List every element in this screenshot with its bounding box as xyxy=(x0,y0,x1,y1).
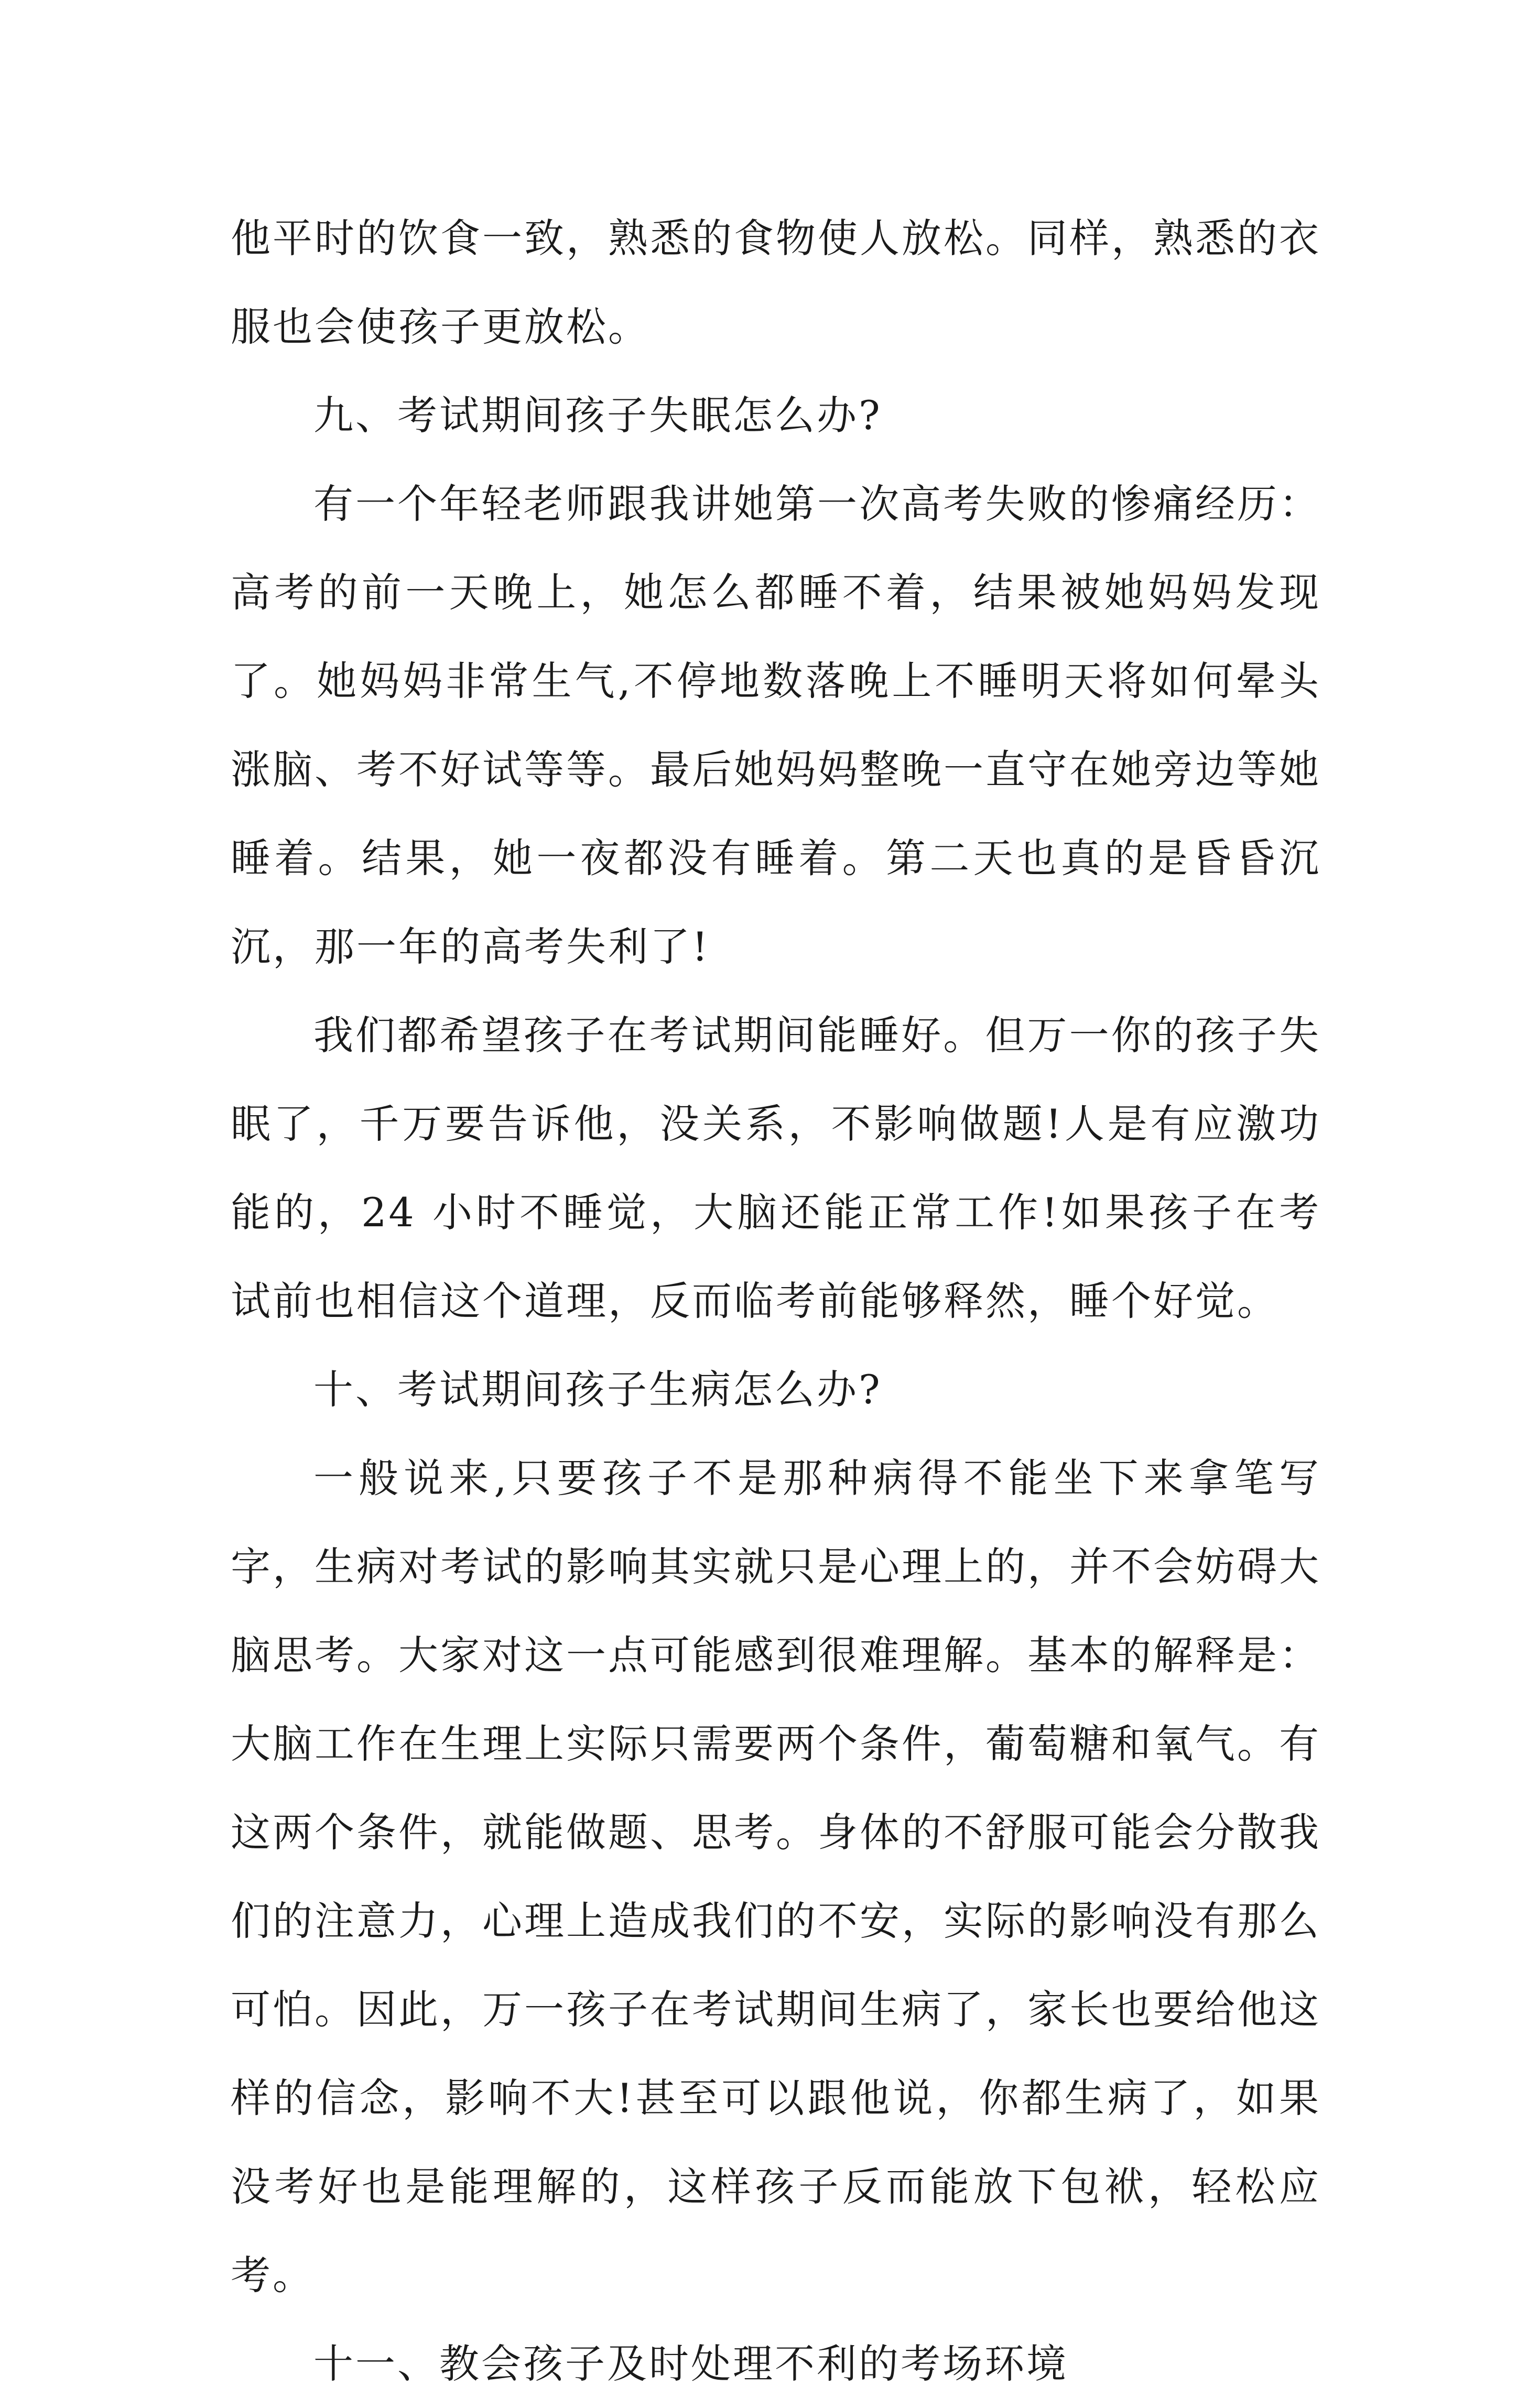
paragraph-illness-advice: 一般说来,只要孩子不是那种病得不能坐下来拿笔写字，生病对考试的影响其实就只是心理上的，并不会妨碍大脑思考。大家对这一点可能感到很难理解。基本的解释是：大脑工作在生理上实际只需要两个条件，葡萄糖和氧气。有这两个条件，就能做题、思考。身体的不舒服可能会分散我们的注意力，心理上造成我们的不安，实际的影响没有那么可怕。因此，万一孩子在考试期间生病了，家长也要给他这样的信念，影响不大!甚至可以跟他说，你都生病了，如果没考好也是能理解的，这样孩子反而能放下包袱，轻松应考。 xyxy=(231,1455,1321,2298)
body-text xyxy=(231,194,1321,2408)
section-heading-9: 九、考试期间孩子失眠怎么办? xyxy=(313,392,882,439)
paragraph-continuation: 他平时的饮食一致，熟悉的食物使人放松。同样，熟悉的衣服也会使孩子更放松。 xyxy=(231,215,1321,350)
section-heading-11: 十一、教会孩子及时处理不利的考场环境 xyxy=(313,2340,1068,2387)
paragraph-insomnia-advice: 我们都希望孩子在考试期间能睡好。但万一你的孩子失眠了，千万要告诉他，没关系，不影响做题!人是有应激功能的，24 小时不睡觉，大脑还能正常工作!如果孩子在考试前也相信这个道理，反而临考前能够释然，睡个好觉。 xyxy=(231,1012,1321,1324)
paragraph-teacher-story: 有一个年轻老师跟我讲她第一次高考失败的惨痛经历：高考的前一天晚上，她怎么都睡不着，结果被她妈妈发现了。她妈妈非常生气,不停地数落晚上不睡明天将如何晕头涨脑、考不好试等等。最后她妈妈整晚一直守在她旁边等她睡着。结果，她一夜都没有睡着。第二天也真的是昏昏沉沉，那一年的高考失利了! xyxy=(231,481,1321,970)
section-heading-10: 十、考试期间孩子生病怎么办? xyxy=(313,1366,882,1413)
